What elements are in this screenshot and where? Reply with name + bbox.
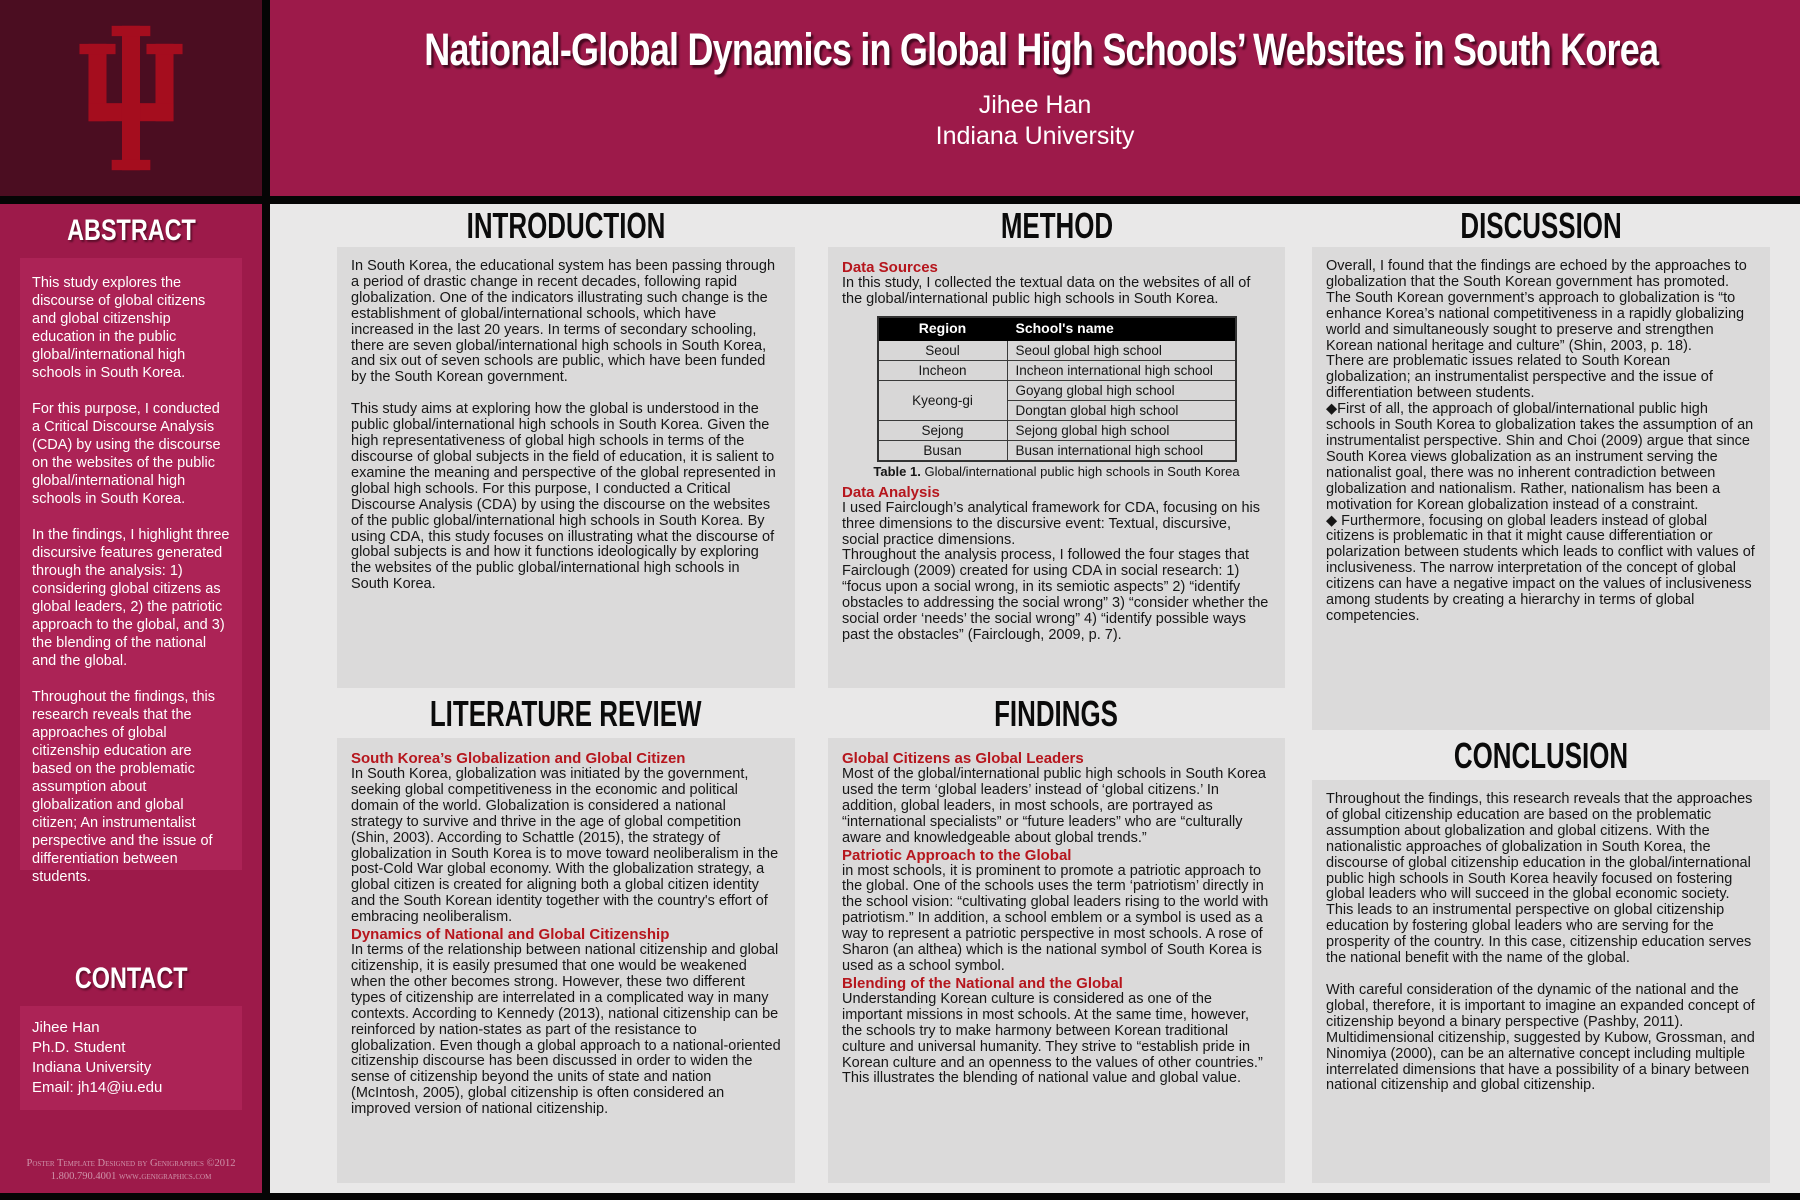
findings-box: [828, 738, 1285, 1183]
introduction-heading-text: INTRODUCTION: [466, 204, 666, 246]
method-box: [828, 247, 1285, 688]
lit-review-paragraph-2: In terms of the relationship between national citizenship and global citizenship, it is easily presumed that one would be weakened when the other becomes strong. However, these two different types of citizenship are interrelated in a complicated way in many contexts. According to Kennedy (2013), national citizenship can be reinforced by nation-states as part of the resistance to globalization. Even though a global approach to a national-oriented citizenship discourse has been discussed in order to widen the sense of citizenship beyond the units of state and nation (McIntosh, 2005), global citizenship is often considered an improved version of national citizenship.: [351, 942, 781, 1118]
table-cell-school: Incheon international high school: [1007, 360, 1236, 380]
main-content: [270, 204, 1800, 1193]
schools-table: [877, 316, 1237, 462]
discussion-paragraph-3: ◆First of all, the approach of global/international public high schools in South Korea to globalization takes the assumption of an instrumentalist perspective. Shin and Choi (2009) argue that since South Korea views globalization as an instrument serving the nationalist goal, there was no inherent contradiction between globalization and nationalism. Rather, nationalism has been a motivation for Korean globalization instead of a constraint.: [1326, 401, 1754, 513]
table-row: [878, 380, 1236, 400]
discussion-paragraph-1: Overall, I found that the findings are echoed by the approaches to globalization that the South Korean government has promoted. The South Korean government’s approach to globalization is “to enhance Korea’s national competitiveness in a rapidly globalizing world and simultaneously sought to preserve and strengthen Korean national heritage and culture” (Shin, 2003, p. 18).: [1326, 258, 1747, 354]
discussion-heading-text: DISCUSSION: [1460, 204, 1622, 246]
method-heading: [828, 204, 1285, 247]
conclusion-paragraph-1: Throughout the findings, this research reveals that the approaches of global citizenship education are based on the problematic assumption about globalization and global citizens. With the nationalistic approaches of globalization in South Korea, the discourse of global citizenship education in the global/international public high schools in South Korea heavily focused on fostering global leaders who will succeed in the global economic society. This leads to an instrumental perspective on global citizenship education by fostering global leaders who are serving for the prosperity of the country. In this case, citizenship education serves the national benefit with the name of the global.: [1326, 791, 1753, 967]
column-introduction: [337, 204, 795, 1193]
table-cell-region: Busan: [878, 440, 1008, 461]
data-sources-text: In this study, I collected the textual data on the websites of all of the global/international public high schools in South Korea.: [842, 275, 1251, 307]
literature-review-box: [337, 738, 795, 1183]
data-sources-subhead: Data Sources: [842, 259, 938, 276]
contact-box: [20, 1006, 242, 1110]
table-caption-label: Table 1.: [873, 463, 921, 479]
lit-review-subhead-2: Dynamics of National and Global Citizenship: [351, 926, 670, 944]
genigraphics-credit: [0, 1157, 262, 1183]
data-analysis-paragraph-2: Throughout the analysis process, I followed the four stages that Fairclough (2009) created for using CDA in social research: 1) “focus upon a social wrong, in its semiotic aspects” 2) “identify obstacles to addressing the social wrong” 3) “consider whether the social order ‘needs’ the social wrong” 4) “identify possible ways past the obstacles” (Fairclough, 2009, p. 7).: [842, 547, 1269, 643]
table-row: [878, 420, 1236, 440]
column-discussion: [1312, 204, 1770, 1193]
credit-line-1: Poster Template Designed by Genigraphics ©2012: [26, 1158, 236, 1169]
table-cell-school: Seoul global high school: [1007, 340, 1236, 360]
table-cell-school: Goyang global high school: [1007, 380, 1236, 400]
introduction-paragraph-1: In South Korea, the educational system has been passing through a period of drastic change in recent decades, following rapid globalization. One of the indicators illustrating such change is the establishment of global/international schools, which have increased in the last 20 years. In terms of secondary schooling, there are seven global/international high schools in South Korea, and six out of seven schools are public, which have been funded by the South Korean government.: [351, 258, 776, 386]
abstract-paragraph-3: In the findings, I highlight three discursive features generated through the analysis: 1) considering global citizens as global leaders, 2) the patriotic approach to the global, and 3) the blending of the national and the global.: [32, 527, 230, 669]
contact-name: Jihee Han: [32, 1019, 100, 1036]
lit-review-subhead-1: South Korea’s Globalization and Global Citizen: [351, 750, 686, 767]
table-header-row: [878, 317, 1236, 340]
affiliation: Indiana University: [935, 122, 1135, 150]
literature-review-heading-text: LITERATURE REVIEW: [430, 693, 702, 734]
discussion-heading: [1312, 204, 1770, 247]
conclusion-paragraph-2: With careful consideration of the dynamic of the national and the global, therefore, it is important to imagine an expanded concept of citizenship beyond a binary perspective (Pashby, 2011). Multidimensional citizenship, suggested by Kubow, Grossman, and Ninomiya (2000), can be an alternative concept including multiple interrelated dimensions that have a possibility of a binary between national citizenship and global citizenship.: [1326, 981, 1755, 1094]
header-divider: [0, 196, 1800, 204]
table-header-region: Region: [878, 317, 1008, 340]
discussion-paragraph-4: ◆ Furthermore, focusing on global leaders instead of global citizens is problematic in that it might cause differentiation or polarization between students which leads to conflict with values of inclusiveness. The narrow interpretation of the concept of global citizens can have a negative impact on the values of inclusiveness among students by creating a hierarchy in terms of global competencies.: [1326, 512, 1755, 624]
poster-title: [270, 24, 1800, 76]
table-cell-region: Incheon: [878, 360, 1008, 380]
abstract-paragraph-2: For this purpose, I conducted a Critical Discourse Analysis (CDA) by using the discourse on the websites of the public global/international high schools in South Korea.: [32, 401, 221, 507]
findings-heading-text: FINDINGS: [994, 693, 1119, 734]
table-caption-text: Global/international public high schools in South Korea: [924, 463, 1240, 479]
header-band: [0, 0, 1800, 196]
findings-paragraph-1: Most of the global/international public high schools in South Korea used the term ‘global leaders’ instead of ‘global citizens.’ In addition, global leaders, in most schools, are portrayed as “international specialists” or “future leaders” who are “culturally aware and knowledgeable about global trends.”: [842, 766, 1266, 846]
table-caption: [842, 464, 1271, 480]
contact-email: Email: jh14@iu.edu: [32, 1079, 163, 1096]
findings-heading: [828, 693, 1285, 734]
author-name: Jihee Han: [978, 91, 1092, 119]
abstract-heading-text: ABSTRACT: [66, 214, 196, 247]
introduction-box: [337, 247, 795, 688]
credit-line-2: 1.800.790.4001 www.genigraphics.com: [50, 1171, 212, 1182]
abstract-paragraph-1: This study explores the discourse of global citizens and global citizenship education in the public global/international high schools in South Korea.: [32, 275, 206, 381]
method-heading-text: METHOD: [1000, 204, 1113, 246]
table-row: [878, 340, 1236, 360]
column-method: [828, 204, 1285, 1193]
abstract-heading: [0, 214, 262, 248]
table-cell-region: Kyeong-gi: [878, 380, 1008, 420]
sidebar: [0, 204, 262, 1193]
poster-title-text: National-Global Dynamics in Global High Schools’ Websites in South Korea: [424, 24, 1659, 75]
contact-role: Ph.D. Student: [32, 1039, 126, 1056]
conclusion-heading-text: CONCLUSION: [1453, 735, 1629, 776]
introduction-heading: [337, 204, 795, 247]
abstract-box: [20, 258, 242, 885]
discussion-box: [1312, 247, 1770, 730]
iu-trident-icon: [73, 19, 189, 177]
table-cell-region: Sejong: [878, 420, 1008, 440]
sidebar-divider: [262, 0, 270, 1200]
contact-affiliation: Indiana University: [32, 1059, 152, 1076]
table-cell-school: Sejong global high school: [1007, 420, 1236, 440]
findings-subhead-1: Global Citizens as Global Leaders: [842, 750, 1084, 767]
conclusion-heading: [1312, 735, 1770, 776]
table-cell-region: Seoul: [878, 340, 1008, 360]
conclusion-box: [1312, 780, 1770, 1183]
bottom-border: [0, 1193, 1800, 1200]
table-cell-school: Busan international high school: [1007, 440, 1236, 461]
introduction-paragraph-2: This study aims at exploring how the global is understood in the public global/international high schools in South Korea. Given the high representativeness of global high schools in terms of the discourse of global subjects in the field of education, it is salient to examine the meaning and perspective of the global represented in global high schools. For this purpose, I conducted a Critical Discourse Analysis (CDA) by using the discourse on the websites of the public global/international high schools in South Korea. By using CDA, this study focuses on illustrating what the discourse of global subjects is and how it functions ideologically by exploring the websites of the public global/international high schools in South Korea.: [351, 401, 776, 593]
findings-subhead-2: Patriotic Approach to the Global: [842, 846, 1072, 864]
table-cell-school: Dongtan global high school: [1007, 400, 1236, 420]
lit-review-paragraph-1: In South Korea, globalization was initiated by the government, seeking global competitiveness in the economic and political domain of the world. Globalization is considered a national strategy to survive and thrive in the age of global competition (Shin, 2003). According to Schattle (2015), the strategy of globalization in South Korea is to move toward neoliberalism in the post-Cold War global economy. With the globalization strategy, a global citizen is created for aligning both a global citizen identity and the South Korean identity together with the country's effort of embracing neoliberalism.: [351, 766, 779, 926]
literature-review-heading: [337, 693, 795, 734]
findings-subhead-3: Blending of the National and the Global: [842, 974, 1123, 992]
contact-heading: [0, 962, 262, 996]
table-row: [878, 440, 1236, 461]
abstract-paragraph-4: Throughout the findings, this research reveals that the approaches of global citizenship education are based on the problematic assumption about globalization and global citizen; An instrumentalist perspective and the issue of differentiation between students.: [32, 689, 215, 885]
table-row: [878, 360, 1236, 380]
contact-heading-text: CONTACT: [74, 962, 188, 995]
discussion-paragraph-2: There are problematic issues related to South Korean globalization; an instrumentalist perspective and the issue of differentiation between students.: [1326, 353, 1713, 402]
table-header-school-name: School's name: [1007, 317, 1236, 340]
iu-logo-box: [0, 0, 262, 196]
header-text: [270, 0, 1800, 196]
data-analysis-subhead: Data Analysis: [842, 483, 940, 501]
findings-paragraph-3: Understanding Korean culture is considered as one of the important missions in most schools. At the same time, however, the schools try to make harmony between Korean traditional culture and universal humanity. They strive to “establish pride in Korean culture and an openness to the values of other countries.” This illustrates the blending of national value and global value.: [842, 990, 1263, 1087]
findings-paragraph-2: in most schools, it is prominent to promote a patriotic approach to the global. One of the schools uses the term ‘patriotism’ directly in the school vision: “cultivating global leaders rising to the world with patriotism.” In addition, a school emblem or a symbol is used as a way to represent a patriotic perspective in most schools. A rose of Sharon (an althea) which is the national symbol of South Korea is used as a school symbol.: [842, 862, 1269, 974]
data-analysis-paragraph-1: I used Fairclough’s analytical framework for CDA, focusing on his three dimensions to the discursive event: Textual, discursive, social practice dimensions.: [842, 499, 1261, 548]
